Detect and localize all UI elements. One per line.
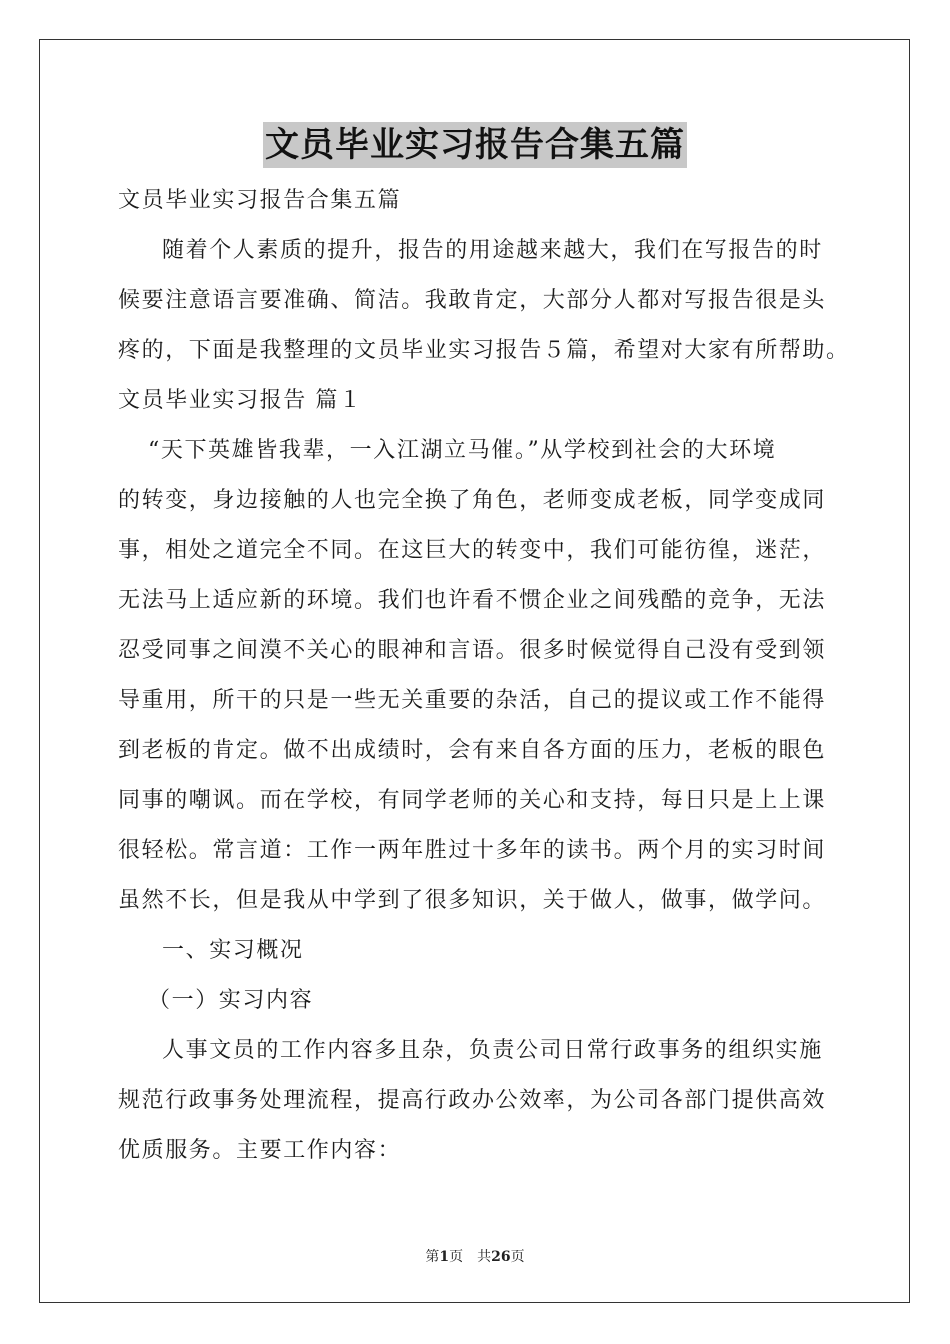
text-line: 虽然不长，但是我从中学到了很多知识，关于做人，做事，做学问。 (118, 888, 827, 913)
text-line: 忍受同事之间漠不关心的眼神和言语。很多时候觉得自己没有受到领 (118, 638, 827, 663)
footer-page-current: 1 (439, 1249, 450, 1265)
text-line: 到老板的肯定。做不出成绩时，会有来自各方面的压力，老板的眼色 (118, 738, 827, 763)
text-line: （一）实习内容 (148, 988, 314, 1013)
text-line: “天下英雄皆我辈，一入江湖立马催。”从学校到社会的大环境 (148, 438, 777, 463)
text-line: 人事文员的工作内容多且杂，负责公司日常行政事务的组织实施 (162, 1038, 823, 1063)
document-title: 文员毕业实习报告合集五篇 (263, 122, 687, 168)
text-line: 无法马上适应新的环境。我们也许看不惯企业之间残酷的竞争，无法 (118, 588, 827, 613)
text-line: 随着个人素质的提升，报告的用途越来越大，我们在写报告的时 (162, 238, 823, 263)
footer-page-suffix: 页 (510, 1249, 525, 1265)
footer-page-mid: 页 共 (449, 1249, 492, 1265)
document-body (118, 176, 848, 1176)
text-line: 文员毕业实习报告合集五篇 (118, 188, 402, 213)
text-line: 文员毕业实习报告 篇１ (118, 388, 363, 413)
text-line: 导重用，所干的只是一些无关重要的杂活，自己的提议或工作不能得 (118, 688, 827, 713)
title-container (0, 122, 950, 168)
text-line: 疼的，下面是我整理的文员毕业实习报告５篇，希望对大家有所帮助。 (118, 338, 850, 363)
page-footer (0, 1246, 950, 1266)
text-line: 很轻松。常言道：工作一两年胜过十多年的读书。两个月的实习时间 (118, 838, 827, 863)
text-line: 同事的嘲讽。而在学校，有同学老师的关心和支持，每日只是上上课 (118, 788, 827, 813)
footer-page-total: 26 (491, 1249, 511, 1265)
text-line: 规范行政事务处理流程，提高行政办公效率，为公司各部门提供高效 (118, 1088, 827, 1113)
text-line: 优质服务。主要工作内容： (118, 1138, 402, 1163)
text-line: 事，相处之道完全不同。在这巨大的转变中，我们可能彷徨，迷茫， (118, 538, 827, 563)
text-line: 候要注意语言要准确、简洁。我敢肯定，大部分人都对写报告很是头 (118, 288, 827, 313)
text-line: 的转变，身边接触的人也完全换了角色，老师变成老板，同学变成同 (118, 488, 827, 513)
footer-page-prefix: 第 (425, 1249, 440, 1265)
text-line: 一、实习概况 (162, 938, 304, 963)
